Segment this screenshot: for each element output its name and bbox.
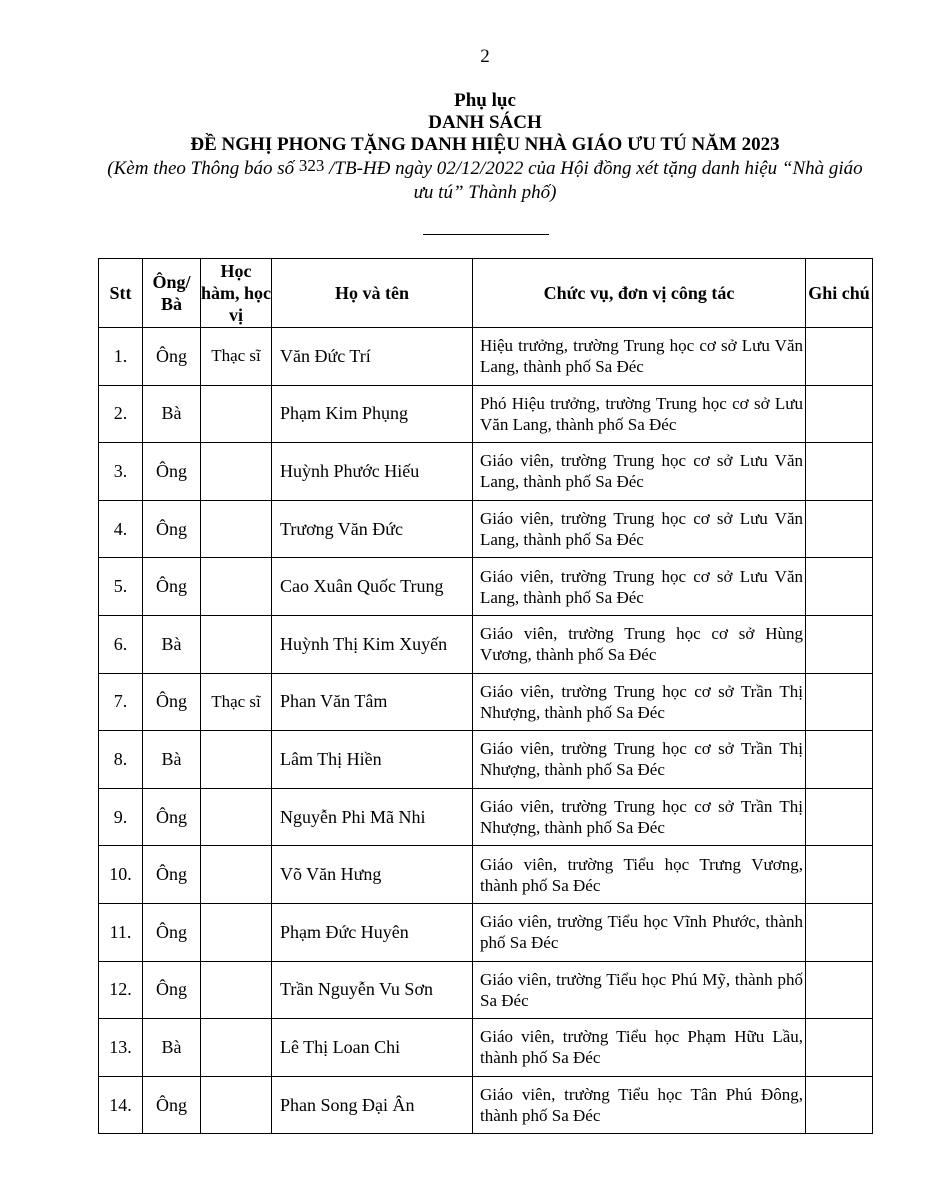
- header-stt: Stt: [99, 259, 143, 328]
- nominee-table: [98, 258, 873, 1134]
- row-degree: [201, 1019, 272, 1077]
- row-position: Giáo viên, trường Trung học cơ sở Lưu Văn Lang, thành phố Sa Đéc: [473, 443, 806, 501]
- row-number: 4.: [99, 500, 143, 558]
- row-position: Giáo viên, trường Trung học cơ sở Trần Thị Nhượng, thành phố Sa Đéc: [473, 731, 806, 789]
- row-position: Giáo viên, trường Tiểu học Tân Phú Đông, thành phố Sa Đéc: [473, 1076, 806, 1134]
- row-degree: [201, 788, 272, 846]
- row-degree: [201, 500, 272, 558]
- subtitle-text-before: (Kèm theo Thông báo số: [107, 158, 299, 179]
- row-full-name: Lâm Thị Hiền: [272, 731, 473, 789]
- row-honorific: Ông: [143, 673, 201, 731]
- header-position: Chức vụ, đơn vị công tác: [473, 259, 806, 328]
- header-title: Ông/ Bà: [143, 259, 201, 328]
- row-honorific: Ông: [143, 846, 201, 904]
- row-number: 14.: [99, 1076, 143, 1134]
- row-number: 11.: [99, 903, 143, 961]
- row-number: 6.: [99, 615, 143, 673]
- row-note: [806, 846, 873, 904]
- row-degree: [201, 961, 272, 1019]
- list-label: DANH SÁCH: [428, 112, 542, 133]
- row-number: 9.: [99, 788, 143, 846]
- table-row: [99, 328, 873, 386]
- page-number: 2: [480, 46, 490, 67]
- row-full-name: Văn Đức Trí: [272, 328, 473, 386]
- table-row: [99, 558, 873, 616]
- row-note: [806, 558, 873, 616]
- row-degree: [201, 558, 272, 616]
- row-honorific: Bà: [143, 1019, 201, 1077]
- row-note: [806, 1019, 873, 1077]
- table-row: [99, 443, 873, 501]
- row-full-name: Võ Văn Hưng: [272, 846, 473, 904]
- row-number: 2.: [99, 385, 143, 443]
- header-divider: [423, 234, 549, 235]
- row-position: Giáo viên, trường Trung học cơ sở Lưu Văn Lang, thành phố Sa Đéc: [473, 500, 806, 558]
- row-number: 13.: [99, 1019, 143, 1077]
- row-honorific: Ông: [143, 443, 201, 501]
- header-name: Họ và tên: [272, 259, 473, 328]
- table-row: [99, 1076, 873, 1134]
- row-position: Giáo viên, trường Trung học cơ sở Trần Thị Nhượng, thành phố Sa Đéc: [473, 788, 806, 846]
- row-note: [806, 788, 873, 846]
- row-note: [806, 1076, 873, 1134]
- row-full-name: Phan Văn Tâm: [272, 673, 473, 731]
- row-number: 7.: [99, 673, 143, 731]
- row-degree: [201, 846, 272, 904]
- row-honorific: Bà: [143, 615, 201, 673]
- table-row: [99, 615, 873, 673]
- row-position: Giáo viên, trường Tiểu học Vĩnh Phước, thành phố Sa Đéc: [473, 903, 806, 961]
- row-note: [806, 500, 873, 558]
- row-honorific: Ông: [143, 788, 201, 846]
- row-position: Giáo viên, trường Trung học cơ sở Lưu Văn Lang, thành phố Sa Đéc: [473, 558, 806, 616]
- row-degree: [201, 443, 272, 501]
- table-row: [99, 961, 873, 1019]
- table-row: [99, 846, 873, 904]
- row-note: [806, 328, 873, 386]
- row-honorific: Ông: [143, 328, 201, 386]
- row-full-name: Cao Xuân Quốc Trung: [272, 558, 473, 616]
- row-degree: Thạc sĩ: [201, 328, 272, 386]
- row-full-name: Huỳnh Phước Hiếu: [272, 443, 473, 501]
- row-position: Giáo viên, trường Trung học cơ sở Hùng Vương, thành phố Sa Đéc: [473, 615, 806, 673]
- row-number: 3.: [99, 443, 143, 501]
- row-position: Phó Hiệu trưởng, trường Trung học cơ sở Lưu Văn Lang, thành phố Sa Đéc: [473, 385, 806, 443]
- row-number: 5.: [99, 558, 143, 616]
- row-full-name: Lê Thị Loan Chi: [272, 1019, 473, 1077]
- row-full-name: Phạm Đức Huyên: [272, 903, 473, 961]
- row-position: Hiệu trưởng, trường Trung học cơ sở Lưu Văn Lang, thành phố Sa Đéc: [473, 328, 806, 386]
- document-subtitle: [100, 157, 870, 205]
- row-number: 12.: [99, 961, 143, 1019]
- row-number: 8.: [99, 731, 143, 789]
- row-honorific: Ông: [143, 1076, 201, 1134]
- row-full-name: Phạm Kim Phụng: [272, 385, 473, 443]
- document-header: [100, 90, 870, 205]
- row-position: Giáo viên, trường Tiểu học Trưng Vương, thành phố Sa Đéc: [473, 846, 806, 904]
- row-note: [806, 903, 873, 961]
- notice-number: 323: [298, 156, 325, 175]
- row-number: 10.: [99, 846, 143, 904]
- row-degree: [201, 385, 272, 443]
- table-row: [99, 788, 873, 846]
- row-note: [806, 385, 873, 443]
- row-note: [806, 673, 873, 731]
- row-degree: [201, 1076, 272, 1134]
- table-row: [99, 903, 873, 961]
- row-honorific: Ông: [143, 558, 201, 616]
- table-header-row: [99, 259, 873, 328]
- row-note: [806, 615, 873, 673]
- row-honorific: Bà: [143, 385, 201, 443]
- row-full-name: Trần Nguyễn Vu Sơn: [272, 961, 473, 1019]
- table-row: [99, 731, 873, 789]
- row-note: [806, 961, 873, 1019]
- subtitle-text-after: /TB-HĐ ngày 02/12/2022 của Hội đồng xét tặng danh hiệu “Nhà giáo ưu tú” Thành phố): [324, 158, 863, 203]
- row-full-name: Nguyễn Phi Mã Nhi: [272, 788, 473, 846]
- table-row: [99, 1019, 873, 1077]
- table-row: [99, 500, 873, 558]
- row-honorific: Ông: [143, 903, 201, 961]
- row-honorific: Ông: [143, 500, 201, 558]
- row-degree: [201, 903, 272, 961]
- header-note: Ghi chú: [806, 259, 873, 328]
- row-note: [806, 731, 873, 789]
- row-note: [806, 443, 873, 501]
- appendix-label: Phụ lục: [454, 90, 516, 111]
- row-honorific: Bà: [143, 731, 201, 789]
- row-degree: [201, 615, 272, 673]
- table-body: [99, 328, 873, 1134]
- row-full-name: Trương Văn Đức: [272, 500, 473, 558]
- row-degree: Thạc sĩ: [201, 673, 272, 731]
- row-full-name: Phan Song Đại Ân: [272, 1076, 473, 1134]
- table-row: [99, 385, 873, 443]
- row-honorific: Ông: [143, 961, 201, 1019]
- document-title: ĐỀ NGHỊ PHONG TẶNG DANH HIỆU NHÀ GIÁO ƯU TÚ NĂM 2023: [190, 134, 780, 155]
- header-degree: Học hàm, học vị: [201, 259, 272, 328]
- table-row: [99, 673, 873, 731]
- row-position: Giáo viên, trường Trung học cơ sở Trần Thị Nhượng, thành phố Sa Đéc: [473, 673, 806, 731]
- row-full-name: Huỳnh Thị Kim Xuyến: [272, 615, 473, 673]
- row-position: Giáo viên, trường Tiểu học Phạm Hữu Lầu, thành phố Sa Đéc: [473, 1019, 806, 1077]
- row-number: 1.: [99, 328, 143, 386]
- row-degree: [201, 731, 272, 789]
- row-position: Giáo viên, trường Tiểu học Phú Mỹ, thành phố Sa Đéc: [473, 961, 806, 1019]
